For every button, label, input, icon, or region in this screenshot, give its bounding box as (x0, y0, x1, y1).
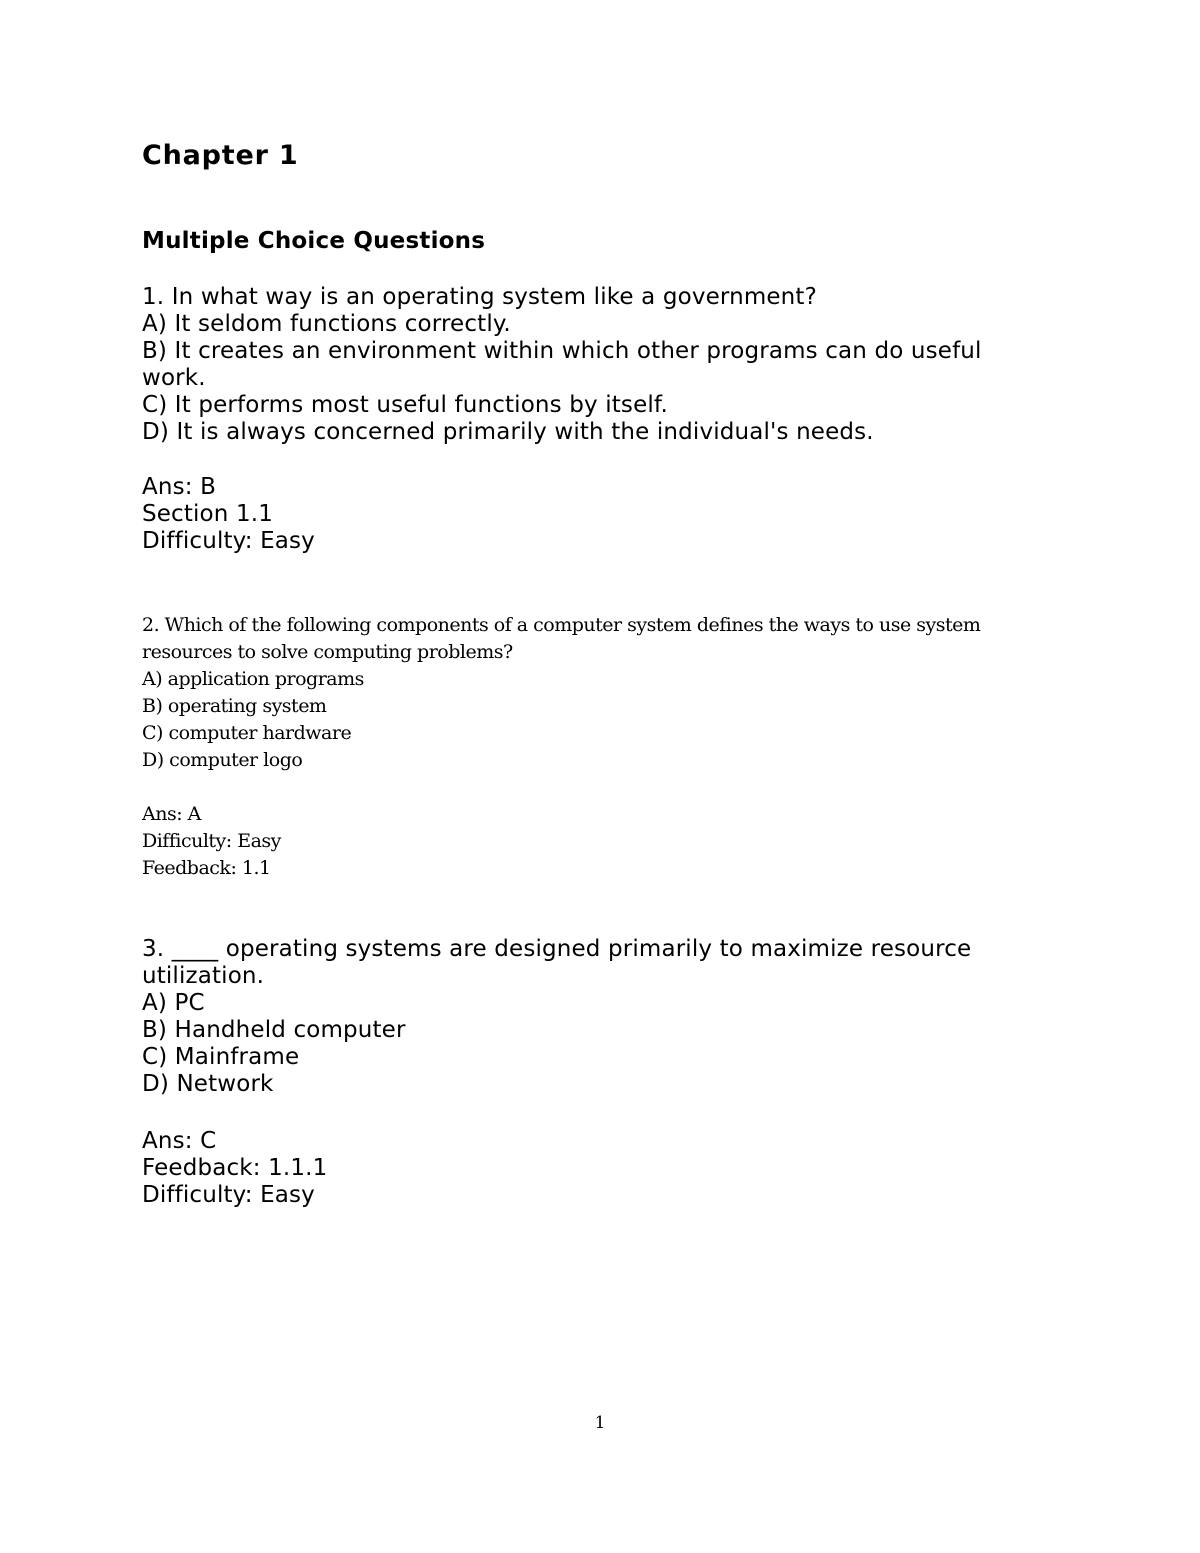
question-3-option-d: D) Network (142, 1071, 274, 1097)
question-2-meta (142, 801, 281, 882)
question-2-option-b: B) operating system (142, 695, 327, 717)
chapter-title: Chapter 1 (142, 140, 299, 171)
section-heading: Multiple Choice Questions (142, 228, 486, 254)
question-3 (142, 936, 971, 1098)
question-3-meta (142, 1128, 327, 1209)
question-2-stem-cont: resources to solve computing problems? (142, 641, 513, 663)
question-1-option-c: C) It performs most useful functions by itself. (142, 392, 668, 418)
question-2-option-d: D) computer logo (142, 749, 303, 771)
question-2-stem: 2. Which of the following components of a computer system defines the ways to use system (142, 614, 981, 636)
question-3-answer: Ans: C (142, 1128, 217, 1154)
question-3-option-a: A) PC (142, 990, 205, 1016)
question-2-feedback: Feedback: 1.1 (142, 857, 271, 879)
question-1-option-b: B) It creates an environment within which other programs can do useful (142, 338, 982, 364)
question-2 (142, 612, 980, 774)
question-2-option-a: A) application programs (142, 668, 364, 690)
question-3-option-b: B) Handheld computer (142, 1017, 406, 1043)
question-2-option-c: C) computer hardware (142, 722, 352, 744)
question-3-stem: 3. ____ operating systems are designed primarily to maximize resource (142, 936, 972, 962)
question-1-option-b-cont: work. (142, 365, 206, 391)
question-1-meta (142, 474, 315, 555)
question-3-option-c: C) Mainframe (142, 1044, 300, 1070)
question-1-stem: 1. In what way is an operating system like a government? (142, 284, 817, 310)
question-3-feedback: Feedback: 1.1.1 (142, 1155, 328, 1181)
question-1-answer: Ans: B (142, 474, 217, 500)
question-1-option-a: A) It seldom functions correctly. (142, 311, 511, 337)
question-1-option-d: D) It is always concerned primarily with the individual's needs. (142, 419, 874, 445)
question-1-section: Section 1.1 (142, 501, 273, 527)
page-number: 1 (594, 1413, 606, 1433)
question-2-difficulty: Difficulty: Easy (142, 830, 281, 852)
question-3-difficulty: Difficulty: Easy (142, 1182, 315, 1208)
question-3-stem-cont: utilization. (142, 963, 265, 989)
question-1 (142, 284, 982, 446)
question-2-answer: Ans: A (142, 803, 201, 825)
question-1-difficulty: Difficulty: Easy (142, 528, 315, 554)
